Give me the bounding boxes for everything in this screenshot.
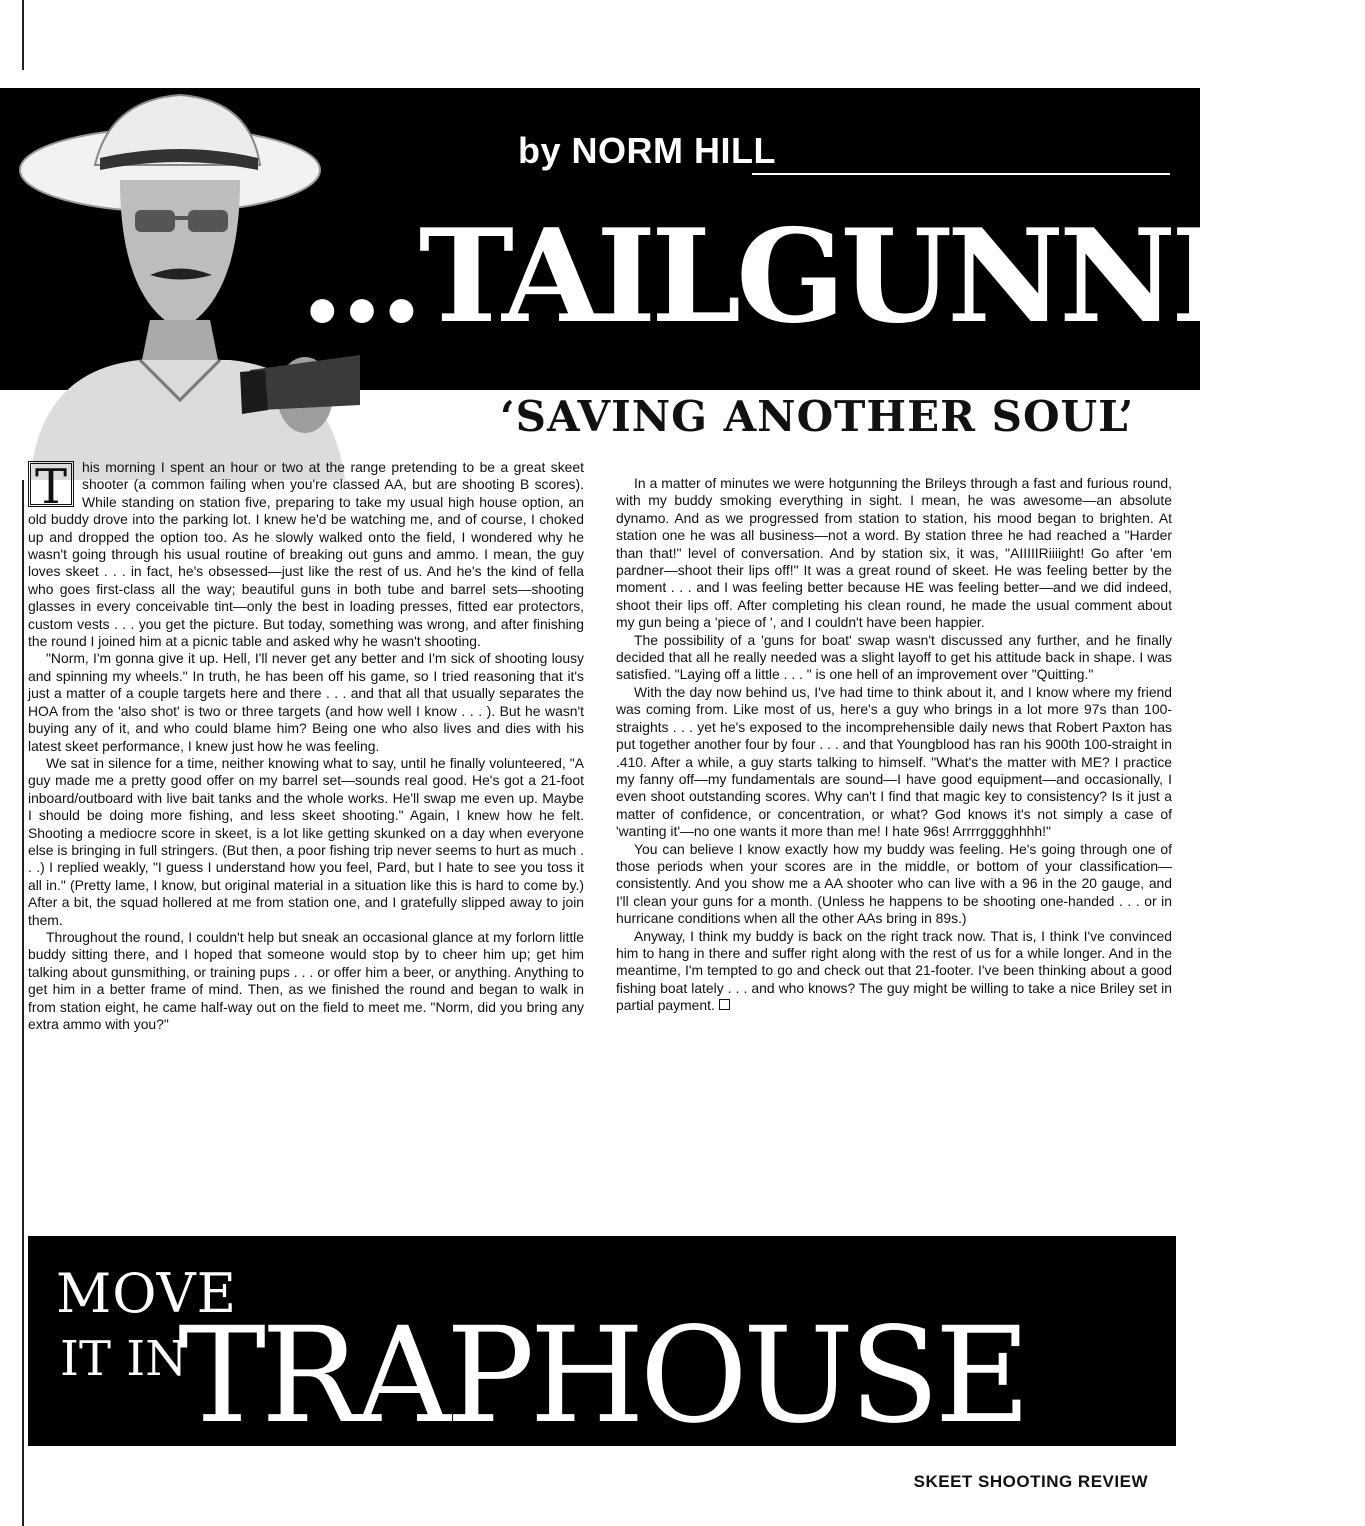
article-paragraph: You can believe I know exactly how my buddy was feeling. He's going through one of those periods when your scores are in the middle, or bottom of your classification—consistently. And you show me a AA shooter who can live with a 96 in the 20 gauge, and I'll clean your guns for a month. (Unless he happens to be shooting one-handed . . . or in hurricane conditions when all the other AAs bring in 89s.) (616, 840, 1172, 927)
article-column-left (28, 459, 584, 1033)
column-title: ...TAILGUNNER (300, 202, 1365, 352)
article-paragraph: With the day now behind us, I've had time to think about it, and I know where my friend was coming from. Like most of us, here's a guy who brings in a lot more 97s than 100-straights . . . yet he's exposed to the incomprehensible daily news that Robert Paxton has put together another four by four . . . and that Youngblood has ran his 900th 100-straight in .410. After a while, a guy starts talking to himself. "What's the matter with ME? I practice my fanny off—my fundamentals are sound—I have good equipment—and occasionally, I even shoot outstanding scores. Why can't I find that magic key to consistency? Is it just a matter of confidence, or concentration, or what? God knows it's not simply a case of 'wanting it'—no one wants it more than me! I hate 96s! Arrrrgggghhhh!" (616, 683, 1172, 840)
article-headline: ‘SAVING ANOTHER SOUL’ (500, 392, 1135, 441)
byline: by NORM HILL (518, 130, 776, 171)
banner-line-traphouse: TRAPHOUSE (178, 1299, 1026, 1453)
publication-footer: SKEET SHOOTING REVIEW (913, 1472, 1148, 1491)
banner-line-it-in: IT IN (60, 1331, 188, 1387)
article-paragraph: The possibility of a 'guns for boat' swap wasn't discussed any further, and he finally decided that all he really needed was a slight layoff to get his attitude back in shape. I was satisfied. "Laying off a little . . . " is one hell of an improvement over "Quitting." (616, 631, 1172, 683)
article-column-right (616, 475, 1172, 1015)
article-paragraph: In a matter of minutes we were hotgunning the Brileys through a fast and furious round, with my buddy smoking everything in sight. I mean, he was awesome—an absolute dynamo. And as we progressed from station to station, his mood began to brighten. At station one he was all business—not a word. By station three he had reached a "Harder than that!" level of conversation. And by station six, it was, "AIIIIIRiiiight! Go after 'em pardner—shoot their lips off!" It was a great round of skeet. He was feeling better by the moment . . . and I was feeling better because HE was feeling better—and we did indeed, shoot their lips off. After completing his clean round, he made the usual comment about my gun being a 'piece of ', and I couldn't have been happier. (616, 475, 1172, 631)
drop-cap: T (28, 461, 74, 507)
article-paragraph: We sat in silence for a time, neither knowing what to say, until he finally volunteered, "A guy made me a pretty good offer on my barrel set—sounds real good. He's got a 21-foot inboard/outboard with live bait tanks and the whole works. He'll swap me even up. Maybe I should be doing more fishing, and less skeet shooting." Again, I knew how he felt. Shooting a mediocre score in skeet, is a lot like getting skunked on a day when everyone else is bringing in full stringers. (But then, a poor fishing trip never seems to hurt as much . . .) I replied weakly, "I guess I understand how you feel, Pard, but I hate to see you toss it all in." (Pretty lame, I know, but original material in a situation like this is hard to come by.) After a bit, the squad hollered at me from station one, and I gratefully slipped away to join them. (28, 754, 584, 928)
article-paragraph: Anyway, I think my buddy is back on the right track now. That is, I think I've convinced him to hang in there and suffer right along with the rest of us for a while longer. And in the meantime, I'm tempted to go and check out that 21-footer. I've been thinking about a good fishing boat lately . . . and who knows? The guy might be willing to take a nice Briley set in partial payment. (616, 927, 1172, 1014)
article-paragraph: "Norm, I'm gonna give it up. Hell, I'll never get any better and I'm sick of shooting lousy and spinning my wheels." In truth, he has been off his game, so I tried reasoning that it's just a matter of a couple targets here and there . . . and that all that usually separates the HOA from the 'also shot' is two or three targets (and how well I know . . . ). But he wasn't buying any of it, and who could blame him? Being one who also lives and dies with his latest skeet performance, I knew just how he was feeling. (28, 650, 584, 754)
end-mark-icon (719, 999, 730, 1010)
banner-line-move: MOVE (56, 1262, 238, 1325)
article-paragraph: T his morning I spent an hour or two at the range pretending to be a great skeet shooter (a common failing when you're classed AA, but are shooting B scores). While standing on station five, preparing to take my usual high house option, an old buddy drove into the parking lot. I knew he'd be watching me, and of course, I choked up and dropped the option too. As he slowly walked onto the field, I wondered why he wasn't going through his usual routine of breaking out guns and ammo. I mean, the guy loves skeet . . . in fact, he's obsessed—just like the rest of us. And he's the kind of fella who goes first-class all the way; beautiful guns in both tube and barrel sets—shooting glasses in every conceivable tint—only the best in loading presses, fitted ear protectors, custom vests . . . you get the picture. But today, something was wrong, and after finishing the round I joined him at a picnic table and asked why he wasn't shooting. (28, 459, 584, 650)
article-paragraph: Throughout the round, I couldn't help but sneak an occasional glance at my forlorn little buddy sitting there, and I hoped that someone would stop by to cheer him up; get him talking about gunsmithing, or training pups . . . or offer him a beer, or anything. Anything to get him in a better frame of mind. Then, as we finished the round and began to walk in from station eight, he came half-way out on the field to meet me. "Norm, did you bring any extra ammo with you?" (28, 928, 584, 1032)
